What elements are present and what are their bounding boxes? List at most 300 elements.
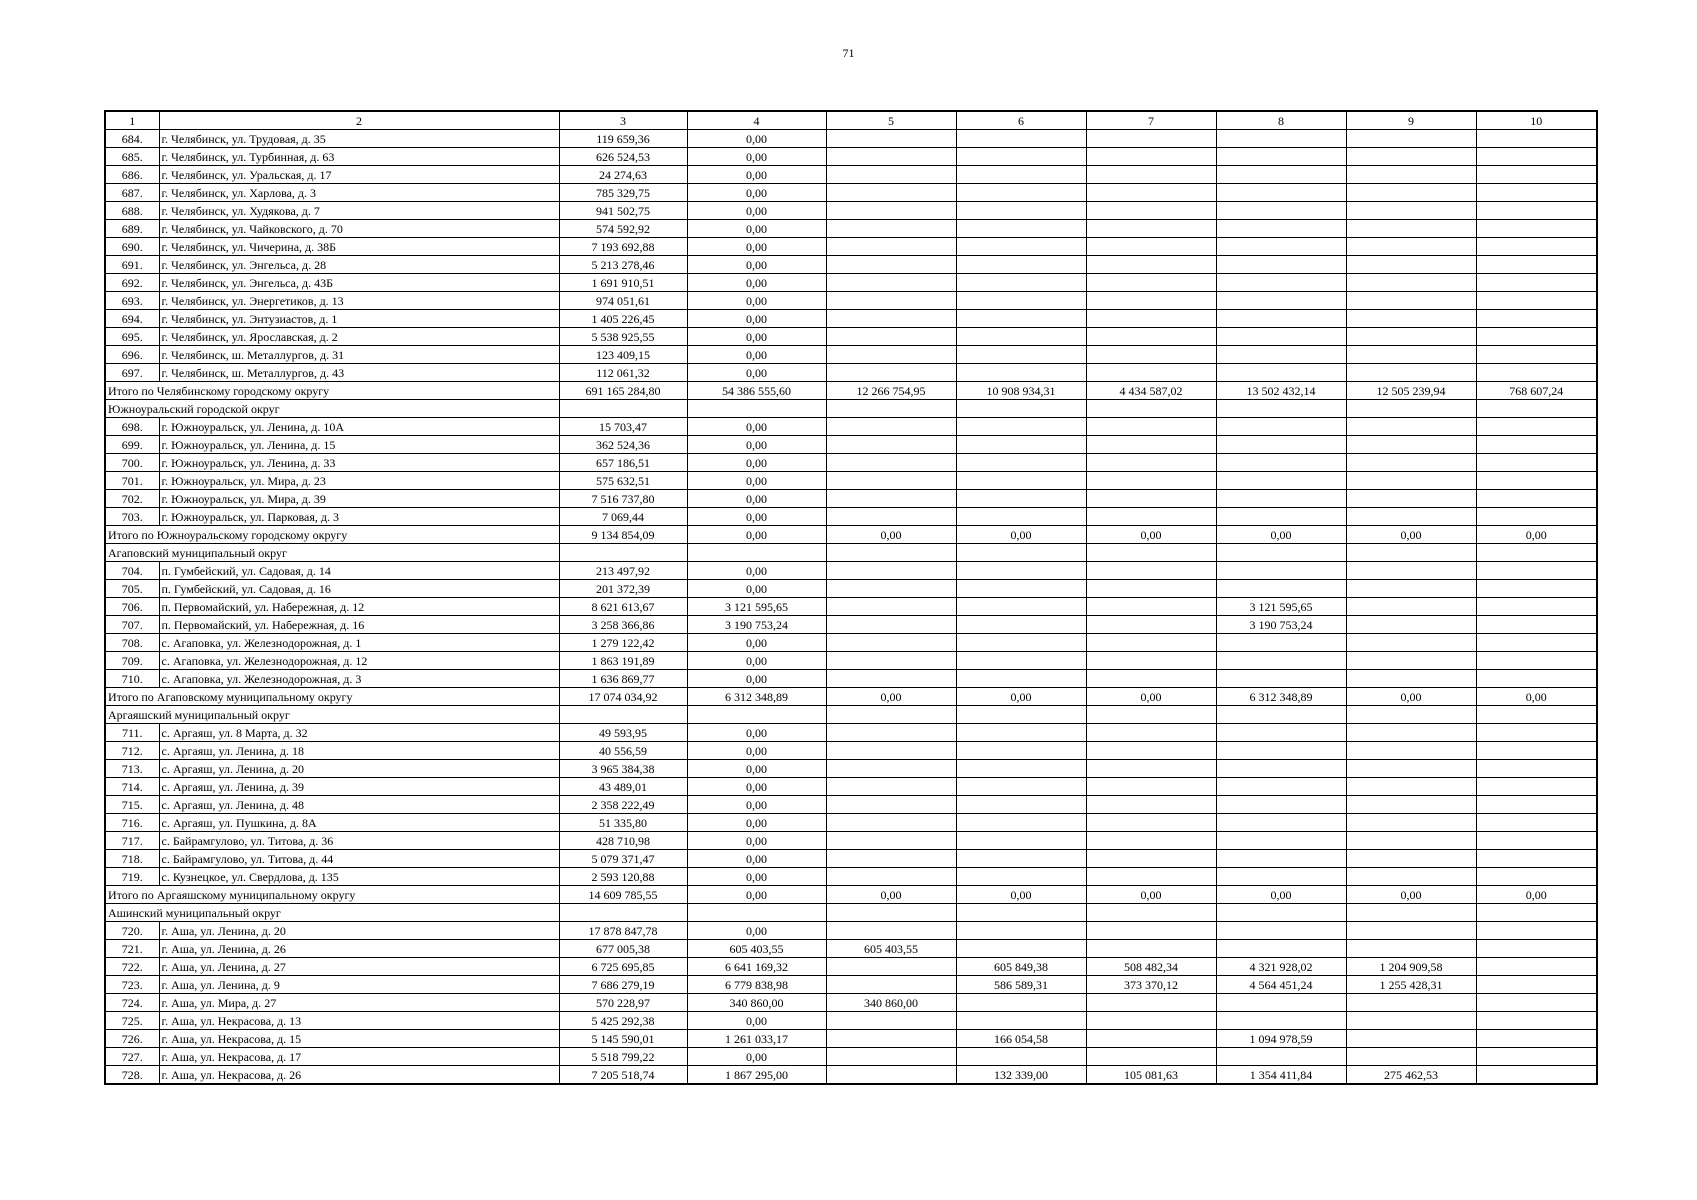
- row-number-cell: 684.: [105, 130, 159, 148]
- value-cell-col8: [1216, 670, 1346, 688]
- table-row: [105, 1012, 1597, 1030]
- address-cell: с. Аргаяш, ул. Ленина, д. 48: [159, 796, 559, 814]
- value-cell-col9: [1346, 1012, 1476, 1030]
- value-cell-col4: 0,00: [687, 436, 826, 454]
- value-cell-col8: [1216, 778, 1346, 796]
- value-cell-col6: [956, 454, 1086, 472]
- value-cell-col10: [1476, 616, 1597, 634]
- value-cell-col3: 5 538 925,55: [559, 328, 687, 346]
- value-cell-col6: [956, 328, 1086, 346]
- value-cell-col10: [1476, 994, 1597, 1012]
- value-cell-col10: [1476, 958, 1597, 976]
- table-row: [105, 274, 1597, 292]
- value-cell-col7: [1086, 814, 1216, 832]
- value-cell-col4: 0,00: [687, 670, 826, 688]
- value-cell-col4: 0,00: [687, 634, 826, 652]
- address-cell: г. Аша, ул. Некрасова, д. 17: [159, 1048, 559, 1066]
- value-cell-col8: [1216, 742, 1346, 760]
- table-row: [105, 328, 1597, 346]
- value-cell-col4: 0,00: [687, 778, 826, 796]
- value-cell-col5: [826, 346, 956, 364]
- row-number-cell: 695.: [105, 328, 159, 346]
- value-cell-col8: [1216, 868, 1346, 886]
- value-cell-col9: [1346, 274, 1476, 292]
- value-cell-col8: [1216, 436, 1346, 454]
- address-cell: г. Аша, ул. Ленина, д. 20: [159, 922, 559, 940]
- row-number-cell: 710.: [105, 670, 159, 688]
- value-cell-col6: [956, 760, 1086, 778]
- value-cell-col9: [1346, 868, 1476, 886]
- value-cell-col4: 3 190 753,24: [687, 616, 826, 634]
- value-cell-col3: 3 965 384,38: [559, 760, 687, 778]
- table-row: [105, 256, 1597, 274]
- total-value-cell-col7: 0,00: [1086, 688, 1216, 706]
- value-cell-col4: 0,00: [687, 490, 826, 508]
- value-cell-col9: [1346, 994, 1476, 1012]
- total-value-cell-col6: 0,00: [956, 886, 1086, 904]
- table-row: [105, 994, 1597, 1012]
- value-cell-col9: [1346, 472, 1476, 490]
- table-row: [105, 940, 1597, 958]
- value-cell-col6: [956, 310, 1086, 328]
- value-cell-col3: 941 502,75: [559, 202, 687, 220]
- value-cell-col10: [1476, 256, 1597, 274]
- value-cell-col3: 17 878 847,78: [559, 922, 687, 940]
- row-number-cell: 720.: [105, 922, 159, 940]
- value-cell-col8: [1216, 274, 1346, 292]
- value-cell-col10: [1476, 508, 1597, 526]
- value-cell-col4: 0,00: [687, 346, 826, 364]
- value-cell-col7: [1086, 868, 1216, 886]
- value-cell-col10: [1476, 1048, 1597, 1066]
- value-cell-col5: [826, 832, 956, 850]
- value-cell-col4: 0,00: [687, 148, 826, 166]
- value-cell-col6: 586 589,31: [956, 976, 1086, 994]
- value-cell-col6: [956, 1012, 1086, 1030]
- value-cell-col7: [1086, 832, 1216, 850]
- value-cell-col4: 0,00: [687, 832, 826, 850]
- value-cell-col3: 7 069,44: [559, 508, 687, 526]
- value-cell-col7: [1086, 760, 1216, 778]
- value-cell-col9: [1346, 616, 1476, 634]
- value-cell-col7: [1086, 634, 1216, 652]
- total-label-cell: Итого по Аргаяшскому муниципальному округу: [105, 886, 559, 904]
- value-cell-col4: 6 779 838,98: [687, 976, 826, 994]
- value-cell-col5: [826, 922, 956, 940]
- table-row: [105, 364, 1597, 382]
- empty-cell-col10: [1476, 904, 1597, 922]
- value-cell-col7: [1086, 778, 1216, 796]
- value-cell-col3: 626 524,53: [559, 148, 687, 166]
- row-number-cell: 701.: [105, 472, 159, 490]
- total-value-cell-col6: 10 908 934,31: [956, 382, 1086, 400]
- value-cell-col7: [1086, 598, 1216, 616]
- value-cell-col6: [956, 364, 1086, 382]
- value-cell-col6: [956, 220, 1086, 238]
- address-cell: г. Аша, ул. Ленина, д. 26: [159, 940, 559, 958]
- value-cell-col8: [1216, 490, 1346, 508]
- value-cell-col3: 7 193 692,88: [559, 238, 687, 256]
- total-value-cell-col7: 4 434 587,02: [1086, 382, 1216, 400]
- value-cell-col6: [956, 634, 1086, 652]
- total-value-cell-col6: 0,00: [956, 526, 1086, 544]
- value-cell-col6: [956, 814, 1086, 832]
- value-cell-col5: [826, 868, 956, 886]
- address-cell: г. Челябинск, ул. Худякова, д. 7: [159, 202, 559, 220]
- value-cell-col4: 0,00: [687, 220, 826, 238]
- address-cell: с. Аргаяш, ул. Пушкина, д. 8А: [159, 814, 559, 832]
- value-cell-col7: 373 370,12: [1086, 976, 1216, 994]
- row-number-cell: 709.: [105, 652, 159, 670]
- empty-cell-col7: [1086, 544, 1216, 562]
- value-cell-col3: 1 636 869,77: [559, 670, 687, 688]
- row-number-cell: 700.: [105, 454, 159, 472]
- row-number-cell: 704.: [105, 562, 159, 580]
- address-cell: г. Челябинск, ш. Металлургов, д. 43: [159, 364, 559, 382]
- value-cell-col4: 0,00: [687, 310, 826, 328]
- value-cell-col4: 0,00: [687, 796, 826, 814]
- value-cell-col3: 7 205 518,74: [559, 1066, 687, 1085]
- value-cell-col3: 657 186,51: [559, 454, 687, 472]
- row-number-cell: 685.: [105, 148, 159, 166]
- address-cell: г. Челябинск, ул. Энтузиастов, д. 1: [159, 310, 559, 328]
- row-number-cell: 725.: [105, 1012, 159, 1030]
- value-cell-col5: [826, 508, 956, 526]
- value-cell-col9: [1346, 310, 1476, 328]
- value-cell-col5: [826, 490, 956, 508]
- value-cell-col5: [826, 148, 956, 166]
- value-cell-col8: [1216, 724, 1346, 742]
- group-label-cell: Южноуральский городской округ: [105, 400, 559, 418]
- total-value-cell-col10: 0,00: [1476, 688, 1597, 706]
- value-cell-col5: [826, 634, 956, 652]
- empty-cell-col10: [1476, 544, 1597, 562]
- total-value-cell-col9: 0,00: [1346, 886, 1476, 904]
- value-cell-col6: [956, 166, 1086, 184]
- row-number-cell: 721.: [105, 940, 159, 958]
- address-cell: г. Челябинск, ул. Чайковского, д. 70: [159, 220, 559, 238]
- value-cell-col8: 3 190 753,24: [1216, 616, 1346, 634]
- value-cell-col10: [1476, 292, 1597, 310]
- value-cell-col5: [826, 724, 956, 742]
- value-cell-col5: [826, 958, 956, 976]
- value-cell-col7: [1086, 562, 1216, 580]
- value-cell-col5: [826, 1066, 956, 1085]
- value-cell-col10: [1476, 1012, 1597, 1030]
- address-cell: г. Челябинск, ул. Харлова, д. 3: [159, 184, 559, 202]
- value-cell-col8: [1216, 472, 1346, 490]
- value-cell-col4: 1 867 295,00: [687, 1066, 826, 1085]
- value-cell-col6: [956, 418, 1086, 436]
- value-cell-col3: 49 593,95: [559, 724, 687, 742]
- value-cell-col5: [826, 472, 956, 490]
- address-cell: п. Первомайский, ул. Набережная, д. 16: [159, 616, 559, 634]
- empty-cell-col10: [1476, 706, 1597, 724]
- table-row: [105, 490, 1597, 508]
- empty-cell-col6: [956, 706, 1086, 724]
- value-cell-col3: 5 145 590,01: [559, 1030, 687, 1048]
- value-cell-col7: [1086, 922, 1216, 940]
- value-cell-col8: [1216, 508, 1346, 526]
- value-cell-col10: [1476, 598, 1597, 616]
- value-cell-col4: 0,00: [687, 166, 826, 184]
- header-cell-3: 3: [559, 111, 687, 130]
- value-cell-col7: [1086, 1048, 1216, 1066]
- value-cell-col8: [1216, 940, 1346, 958]
- empty-cell-col7: [1086, 400, 1216, 418]
- value-cell-col4: 0,00: [687, 562, 826, 580]
- value-cell-col4: 0,00: [687, 454, 826, 472]
- address-cell: г. Аша, ул. Некрасова, д. 26: [159, 1066, 559, 1085]
- value-cell-col9: 1 204 909,58: [1346, 958, 1476, 976]
- value-cell-col8: [1216, 292, 1346, 310]
- value-cell-col4: 0,00: [687, 418, 826, 436]
- value-cell-col10: [1476, 490, 1597, 508]
- total-value-cell-col8: 0,00: [1216, 886, 1346, 904]
- value-cell-col3: 123 409,15: [559, 346, 687, 364]
- value-cell-col9: [1346, 166, 1476, 184]
- value-cell-col4: 6 641 169,32: [687, 958, 826, 976]
- row-number-cell: 691.: [105, 256, 159, 274]
- table-row: [105, 1048, 1597, 1066]
- value-cell-col3: 5 518 799,22: [559, 1048, 687, 1066]
- empty-cell-col5: [826, 544, 956, 562]
- value-cell-col5: [826, 580, 956, 598]
- value-cell-col8: [1216, 130, 1346, 148]
- group-label-cell: Агаповский муниципальный округ: [105, 544, 559, 562]
- value-cell-col8: [1216, 994, 1346, 1012]
- total-value-cell-col10: 768 607,24: [1476, 382, 1597, 400]
- address-cell: с. Байрамгулово, ул. Титова, д. 36: [159, 832, 559, 850]
- value-cell-col7: [1086, 418, 1216, 436]
- value-cell-col10: [1476, 580, 1597, 598]
- row-number-cell: 699.: [105, 436, 159, 454]
- value-cell-col8: [1216, 202, 1346, 220]
- value-cell-col7: [1086, 472, 1216, 490]
- total-value-cell-col9: 0,00: [1346, 526, 1476, 544]
- value-cell-col10: [1476, 202, 1597, 220]
- value-cell-col4: 0,00: [687, 580, 826, 598]
- table-row: [105, 184, 1597, 202]
- value-cell-col9: [1346, 670, 1476, 688]
- header-cell-4: 4: [687, 111, 826, 130]
- value-cell-col8: [1216, 184, 1346, 202]
- value-cell-col10: [1476, 742, 1597, 760]
- value-cell-col4: 0,00: [687, 724, 826, 742]
- value-cell-col8: [1216, 364, 1346, 382]
- value-cell-col8: 4 321 928,02: [1216, 958, 1346, 976]
- value-cell-col9: [1346, 922, 1476, 940]
- address-cell: п. Первомайский, ул. Набережная, д. 12: [159, 598, 559, 616]
- value-cell-col5: [826, 850, 956, 868]
- total-value-cell-col7: 0,00: [1086, 886, 1216, 904]
- value-cell-col8: [1216, 418, 1346, 436]
- value-cell-col9: [1346, 328, 1476, 346]
- row-number-cell: 712.: [105, 742, 159, 760]
- value-cell-col9: [1346, 490, 1476, 508]
- address-cell: г. Южноуральск, ул. Ленина, д. 33: [159, 454, 559, 472]
- address-cell: г. Южноуральск, ул. Мира, д. 39: [159, 490, 559, 508]
- value-cell-col5: [826, 598, 956, 616]
- row-number-cell: 713.: [105, 760, 159, 778]
- table-row: [105, 814, 1597, 832]
- value-cell-col5: [826, 310, 956, 328]
- value-cell-col7: [1086, 1012, 1216, 1030]
- value-cell-col7: [1086, 508, 1216, 526]
- empty-cell-col9: [1346, 904, 1476, 922]
- value-cell-col3: 575 632,51: [559, 472, 687, 490]
- total-value-cell-col9: 0,00: [1346, 688, 1476, 706]
- total-value-cell-col10: 0,00: [1476, 886, 1597, 904]
- total-label-cell: Итого по Агаповскому муниципальному округу: [105, 688, 559, 706]
- value-cell-col3: 5 079 371,47: [559, 850, 687, 868]
- value-cell-col9: [1346, 814, 1476, 832]
- value-cell-col7: [1086, 274, 1216, 292]
- value-cell-col4: 0,00: [687, 814, 826, 832]
- value-cell-col6: [956, 580, 1086, 598]
- value-cell-col3: 201 372,39: [559, 580, 687, 598]
- value-cell-col7: [1086, 166, 1216, 184]
- value-cell-col3: 428 710,98: [559, 832, 687, 850]
- value-cell-col9: [1346, 364, 1476, 382]
- value-cell-col5: [826, 292, 956, 310]
- value-cell-col5: [826, 742, 956, 760]
- row-number-cell: 715.: [105, 796, 159, 814]
- value-cell-col7: [1086, 616, 1216, 634]
- table-row: [105, 742, 1597, 760]
- empty-cell-col6: [956, 544, 1086, 562]
- page-number: 71: [842, 46, 855, 60]
- value-cell-col4: 0,00: [687, 292, 826, 310]
- empty-cell-col10: [1476, 400, 1597, 418]
- value-cell-col6: [956, 256, 1086, 274]
- empty-cell-col7: [1086, 706, 1216, 724]
- address-cell: с. Аргаяш, ул. Ленина, д. 39: [159, 778, 559, 796]
- value-cell-col6: [956, 598, 1086, 616]
- value-cell-col5: [826, 652, 956, 670]
- value-cell-col6: 132 339,00: [956, 1066, 1086, 1085]
- value-cell-col5: [826, 130, 956, 148]
- value-cell-col5: [826, 184, 956, 202]
- value-cell-col3: 213 497,92: [559, 562, 687, 580]
- value-cell-col5: [826, 670, 956, 688]
- value-cell-col6: [956, 796, 1086, 814]
- address-cell: с. Агаповка, ул. Железнодорожная, д. 12: [159, 652, 559, 670]
- total-value-cell-col3: 691 165 284,80: [559, 382, 687, 400]
- value-cell-col7: [1086, 202, 1216, 220]
- table-row: [105, 508, 1597, 526]
- value-cell-col7: [1086, 310, 1216, 328]
- value-cell-col4: 0,00: [687, 652, 826, 670]
- value-cell-col8: [1216, 796, 1346, 814]
- total-value-cell-col3: 17 074 034,92: [559, 688, 687, 706]
- address-cell: с. Аргаяш, ул. 8 Марта, д. 32: [159, 724, 559, 742]
- value-cell-col7: [1086, 850, 1216, 868]
- address-cell: г. Аша, ул. Ленина, д. 27: [159, 958, 559, 976]
- value-cell-col6: [956, 940, 1086, 958]
- empty-cell-col9: [1346, 544, 1476, 562]
- value-cell-col9: [1346, 850, 1476, 868]
- empty-cell-col8: [1216, 904, 1346, 922]
- empty-cell-col4: [687, 904, 826, 922]
- value-cell-col4: 0,00: [687, 274, 826, 292]
- value-cell-col5: [826, 166, 956, 184]
- value-cell-col7: 105 081,63: [1086, 1066, 1216, 1085]
- register-table: [104, 110, 1598, 1085]
- value-cell-col7: [1086, 238, 1216, 256]
- value-cell-col4: 0,00: [687, 238, 826, 256]
- value-cell-col7: [1086, 130, 1216, 148]
- value-cell-col4: 0,00: [687, 760, 826, 778]
- value-cell-col4: 0,00: [687, 508, 826, 526]
- table-row: [105, 472, 1597, 490]
- value-cell-col3: 7 686 279,19: [559, 976, 687, 994]
- value-cell-col4: 3 121 595,65: [687, 598, 826, 616]
- header-cell-1: 1: [105, 111, 159, 130]
- value-cell-col3: 112 061,32: [559, 364, 687, 382]
- table-row: [105, 958, 1597, 976]
- table-row: [105, 166, 1597, 184]
- header-row: [105, 111, 1597, 130]
- value-cell-col4: 340 860,00: [687, 994, 826, 1012]
- value-cell-col10: [1476, 760, 1597, 778]
- address-cell: г. Челябинск, ул. Энгельса, д. 43Б: [159, 274, 559, 292]
- value-cell-col3: 119 659,36: [559, 130, 687, 148]
- row-number-cell: 726.: [105, 1030, 159, 1048]
- row-number-cell: 708.: [105, 634, 159, 652]
- value-cell-col3: 1 691 910,51: [559, 274, 687, 292]
- value-cell-col8: [1216, 346, 1346, 364]
- total-value-cell-col6: 0,00: [956, 688, 1086, 706]
- value-cell-col6: [956, 670, 1086, 688]
- value-cell-col10: [1476, 436, 1597, 454]
- table-row: [105, 130, 1597, 148]
- row-number-cell: 694.: [105, 310, 159, 328]
- table-row: [105, 868, 1597, 886]
- row-number-cell: 698.: [105, 418, 159, 436]
- value-cell-col5: [826, 418, 956, 436]
- value-cell-col6: [956, 868, 1086, 886]
- value-cell-col5: 340 860,00: [826, 994, 956, 1012]
- value-cell-col9: [1346, 436, 1476, 454]
- table-row: [105, 598, 1597, 616]
- row-number-cell: 728.: [105, 1066, 159, 1085]
- row-number-cell: 706.: [105, 598, 159, 616]
- table-row: [105, 652, 1597, 670]
- value-cell-col10: [1476, 454, 1597, 472]
- address-cell: п. Гумбейский, ул. Садовая, д. 14: [159, 562, 559, 580]
- value-cell-col6: [956, 130, 1086, 148]
- value-cell-col3: 362 524,36: [559, 436, 687, 454]
- total-value-cell-col3: 9 134 854,09: [559, 526, 687, 544]
- value-cell-col5: [826, 274, 956, 292]
- value-cell-col6: [956, 346, 1086, 364]
- total-value-cell-col5: 0,00: [826, 526, 956, 544]
- value-cell-col10: [1476, 634, 1597, 652]
- table-row: [105, 778, 1597, 796]
- value-cell-col6: [956, 994, 1086, 1012]
- value-cell-col9: [1346, 202, 1476, 220]
- value-cell-col10: [1476, 778, 1597, 796]
- row-number-cell: 697.: [105, 364, 159, 382]
- value-cell-col9: [1346, 760, 1476, 778]
- value-cell-col10: [1476, 418, 1597, 436]
- value-cell-col8: [1216, 454, 1346, 472]
- value-cell-col7: [1086, 490, 1216, 508]
- row-number-cell: 688.: [105, 202, 159, 220]
- table-row: [105, 238, 1597, 256]
- address-cell: г. Южноуральск, ул. Парковая, д. 3: [159, 508, 559, 526]
